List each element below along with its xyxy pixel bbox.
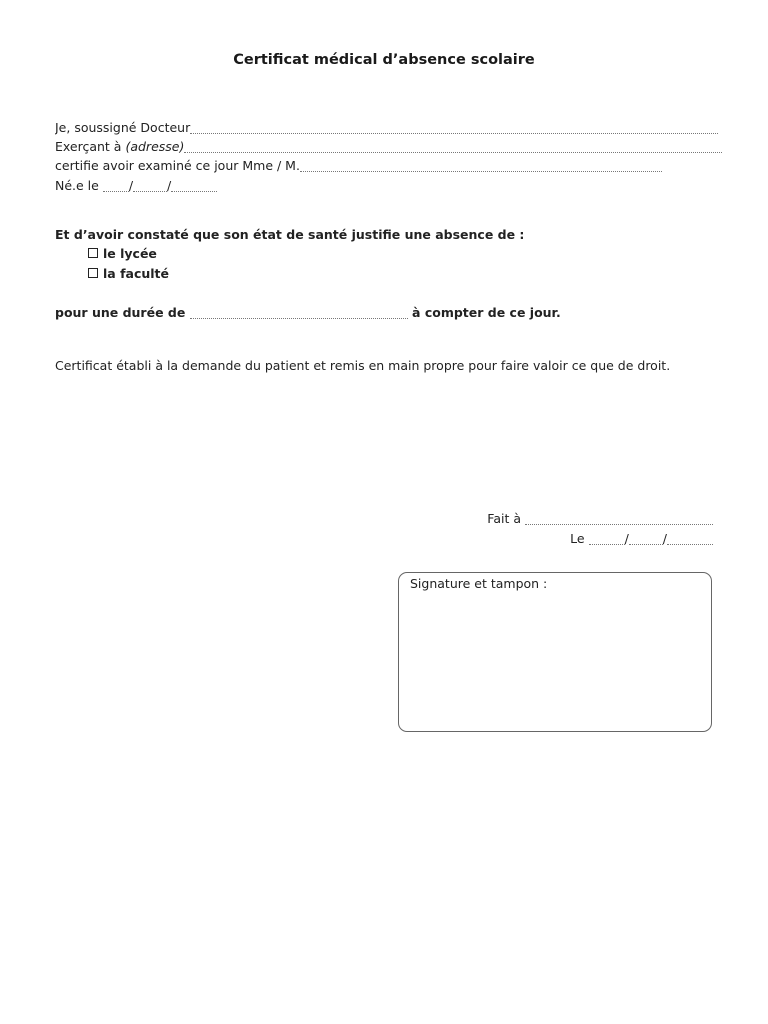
practice-hint: (adresse) [125,139,185,154]
birth-month-field[interactable] [133,178,167,192]
birth-year-field[interactable] [171,178,217,192]
patient-line [55,157,662,175]
signature-label: Signature et tampon : [410,576,548,591]
option-lycee-label: le lycée [103,246,157,261]
closing-statement: Certificat établi à la demande du patient et remis en main propre pour faire valoir ce que de droit. [55,358,671,373]
sign-year-field[interactable] [667,531,713,545]
document-title: Certificat médical d’absence scolaire [233,52,535,68]
statement-intro: Et d’avoir constaté que son état de santé justifie une absence de : [55,227,525,242]
sign-day-field[interactable] [589,531,625,545]
sign-month-field[interactable] [629,531,663,545]
place-label: Fait à [487,511,522,526]
birth-line [55,177,217,195]
signature-box[interactable] [398,572,712,732]
doctor-label: Je, soussigné Docteur [55,120,191,135]
practice-label: Exerçant à [55,139,122,154]
duration-line [55,304,561,322]
date-separator: / [167,178,172,193]
date-line [570,530,713,548]
doctor-line [55,119,718,137]
option-lycee[interactable] [88,245,157,263]
place-line [487,510,713,528]
practice-line [55,138,722,156]
date-label: Le [570,531,585,546]
duration-prefix: pour une durée de [55,305,186,320]
birth-label: Né.e le [55,178,99,193]
date-separator: / [662,531,667,546]
duration-suffix: à compter de ce jour. [412,305,561,320]
birth-day-field[interactable] [103,178,129,192]
option-faculte[interactable] [88,265,169,283]
practice-address-field[interactable] [184,139,722,153]
doctor-name-field[interactable] [190,120,718,134]
checkbox-lycee[interactable] [88,248,98,258]
checkbox-faculte[interactable] [88,268,98,278]
option-faculte-label: la faculté [103,266,169,281]
date-separator: / [128,178,134,193]
place-field[interactable] [525,511,713,525]
patient-label: certifie avoir examiné ce jour Mme / M. [55,158,300,173]
patient-name-field[interactable] [300,158,662,172]
date-separator: / [624,531,629,546]
duration-field[interactable] [190,305,408,319]
